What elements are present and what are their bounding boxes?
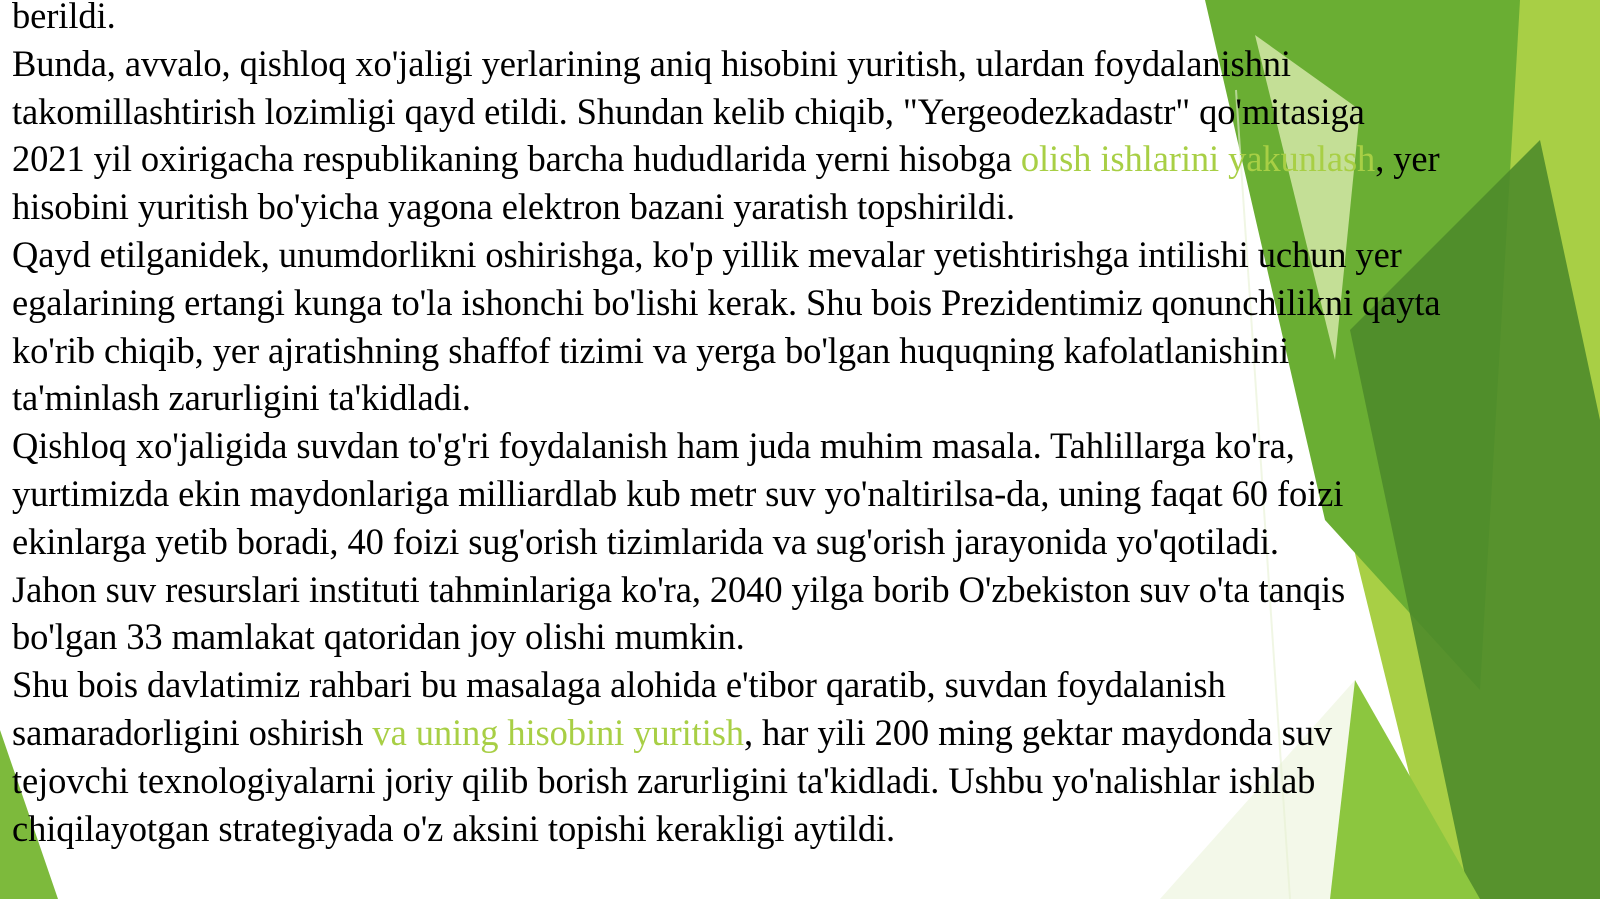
paragraph-line — [12, 566, 1592, 614]
paragraph-line — [12, 518, 1592, 566]
text-segment: ko'rib chiqib, yer ajratishning shaffof tizimi va yerga bo'lgan huquqning kafolatlanishini — [12, 329, 1289, 371]
text-segment: Shu bois davlatimiz rahbari bu masalaga alohida e'tibor qaratib, suvdan foydalanish — [12, 664, 1226, 706]
highlighted-text: va uning hisobini yuritish — [372, 711, 744, 753]
paragraph-line — [12, 88, 1592, 136]
document-body — [12, 0, 1592, 852]
paragraph-line — [12, 374, 1592, 422]
paragraph-line — [12, 757, 1592, 805]
text-segment: ekinlarga yetib boradi, 40 foizi sug'orish tizimlarida va sug'orish jarayonida yo'qotiladi. — [12, 520, 1279, 562]
paragraph-line — [12, 279, 1592, 327]
text-segment: 2021 yil oxirigacha respublikaning barcha hududlarida yerni hisobga — [12, 138, 1021, 180]
paragraph-line — [12, 327, 1592, 375]
text-segment: samaradorligini oshirish — [12, 711, 373, 753]
paragraph-line — [12, 613, 1592, 661]
paragraph-line — [12, 661, 1592, 709]
text-segment: Bunda, avvalo, qishloq xo'jaligi yerlarining aniq hisobini yuritish, ulardan foydalanishni — [12, 42, 1291, 84]
text-segment: Qayd etilganidek, unumdorlikni oshirishga, ko'p yillik mevalar yetishtirishga intilishi uchun yer — [12, 233, 1402, 275]
paragraph-line — [12, 0, 1592, 40]
paragraph-line — [12, 40, 1592, 88]
text-segment: bo'lgan 33 mamlakat qatoridan joy olishi mumkin. — [12, 616, 745, 658]
paragraph-line — [12, 709, 1592, 757]
paragraph-line — [12, 231, 1592, 279]
text-segment: Qishloq xo'jaligida suvdan to'g'ri foydalanish ham juda muhim masala. Tahlillarga ko'ra, — [12, 425, 1295, 467]
text-segment: berildi. — [12, 0, 116, 36]
text-segment: takomillashtirish lozimligi qayd etildi. Shundan kelib chiqib, "Yergeodezkadastr" qo'mitasiga — [12, 90, 1365, 132]
paragraph-line — [12, 135, 1592, 183]
text-segment: Jahon suv resurslari instituti tahminlariga ko'ra, 2040 yilga borib O'zbekiston suv o'ta tanqis — [12, 568, 1346, 610]
paragraph-line — [12, 183, 1592, 231]
text-segment: yurtimizda ekin maydonlariga milliardlab kub metr suv yo'naltirilsa-da, uning faqat 60 foizi — [12, 472, 1344, 514]
paragraph-line — [12, 470, 1592, 518]
highlighted-text: olish ishlarini yakunlash — [1020, 138, 1376, 180]
paragraph-line — [12, 805, 1592, 853]
text-segment: chiqilayotgan strategiyada o'z aksini topishi kerakligi aytildi. — [12, 807, 896, 849]
text-segment: hisobini yuritish bo'yicha yagona elektron bazani yaratish topshirildi. — [12, 186, 1016, 228]
text-segment: , yer — [1375, 138, 1440, 180]
paragraph-line — [12, 422, 1592, 470]
text-segment: ta'minlash zarurligini ta'kidladi. — [12, 377, 471, 419]
text-segment: egalarining ertangi kunga to'la ishonchi bo'lishi kerak. Shu bois Prezidentimiz qonunchilikni qayta — [12, 281, 1441, 323]
text-segment: , har yili 200 ming gektar maydonda suv — [743, 711, 1333, 753]
text-segment: tejovchi texnologiyalarni joriy qilib borish zarurligini ta'kidladi. Ushbu yo'nalishlar ishlab — [12, 759, 1316, 801]
